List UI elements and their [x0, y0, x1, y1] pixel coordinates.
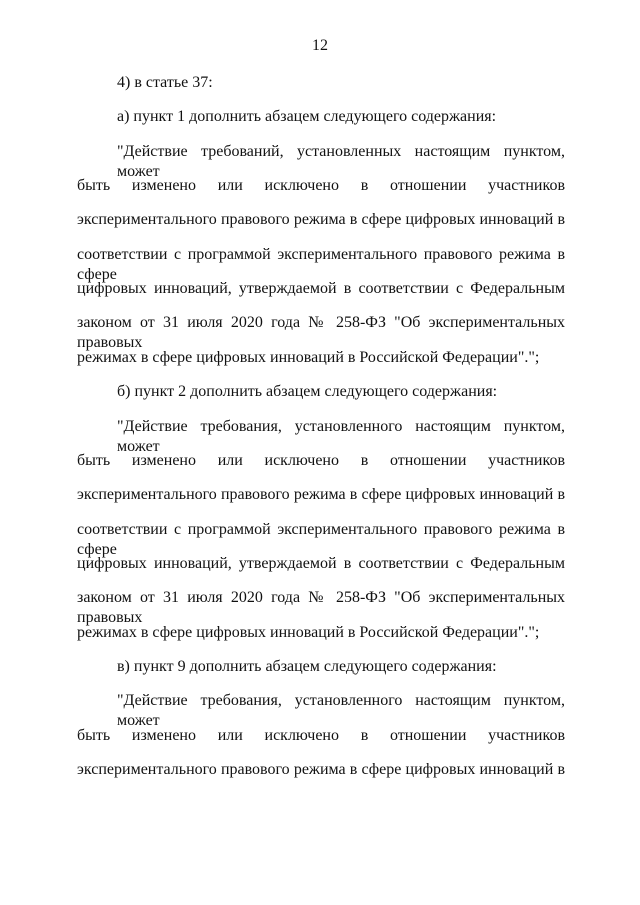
text-line: цифровых инноваций, утверждаемой в соответствии с Федеральным [77, 280, 565, 298]
page-number: 12 [312, 37, 328, 54]
text-line: "Действие требования, установленного настоящим пунктом, может [117, 417, 565, 455]
text-line: быть изменено или исключено в отношении участников [77, 177, 565, 195]
text-line: законом от 31 июля 2020 года № 258-ФЗ "Об экспериментальных правовых [77, 589, 565, 627]
text-line: 4) в статье 37: [117, 74, 213, 91]
text-line: экспериментального правового режима в сфере цифровых инноваций в [77, 211, 565, 229]
text-line: в) пункт 9 дополнить абзацем следующего содержания: [117, 657, 497, 675]
text-line: режимах в сфере цифровых инноваций в Российской Федерации"."; [77, 623, 540, 641]
text-line: "Действие требований, установленных настоящим пунктом, может [117, 142, 565, 180]
text-line: экспериментального правового режима в сфере цифровых инноваций в [77, 486, 565, 504]
text-line: "Действие требования, установленного настоящим пунктом, может [117, 692, 565, 730]
text-line: а) пункт 1 дополнить абзацем следующего содержания: [117, 108, 497, 126]
text-line: законом от 31 июля 2020 года № 258-ФЗ "Об экспериментальных правовых [77, 314, 565, 352]
text-line: экспериментального правового режима в сфере цифровых инноваций в [77, 761, 565, 778]
text-line: соответствии с программой экспериментального правового режима в сфере [77, 245, 565, 283]
text-line: цифровых инноваций, утверждаемой в соответствии с Федеральным [77, 554, 565, 572]
text-line: б) пункт 2 дополнить абзацем следующего содержания: [117, 383, 498, 401]
text-line: соответствии с программой экспериментального правового режима в сфере [77, 520, 565, 558]
text-line: быть изменено или исключено в отношении участников [77, 451, 565, 469]
text-line: режимах в сфере цифровых инноваций в Российской Федерации"."; [77, 348, 540, 366]
text-line: быть изменено или исключено в отношении участников [77, 726, 565, 744]
